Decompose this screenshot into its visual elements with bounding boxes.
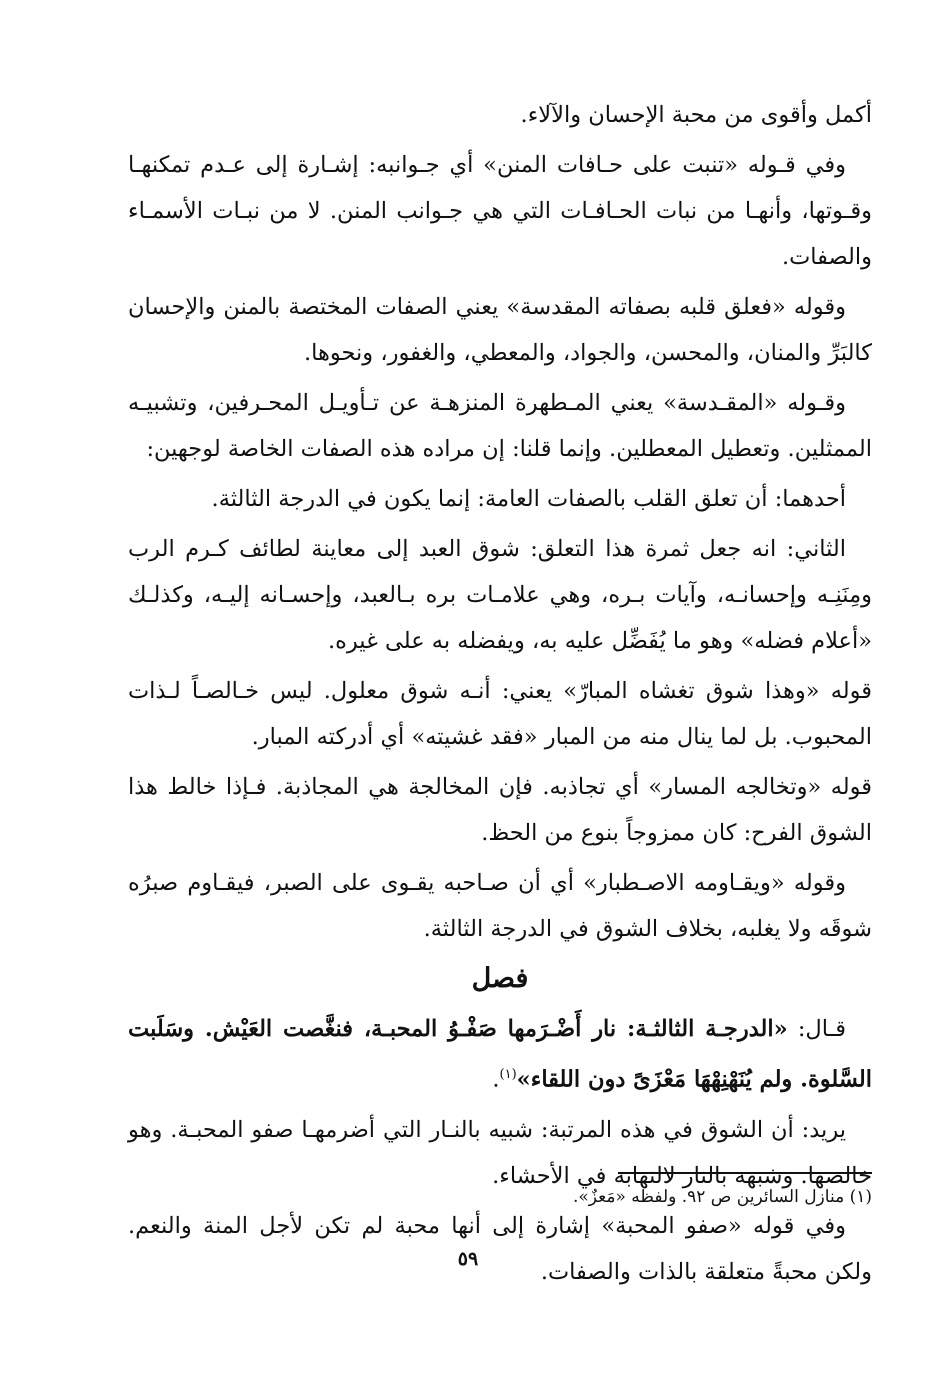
paragraph-2: وفي قـوله «تنبت على حـافات المنن» أي جـوانبه: إشـارة إلى عـدم تمكنهـا وقـوتها، وأنهـا من نبات الحـافـات التي هي جـوانب المنن. لا من نبـات الأسمـاء والصفات.	[128, 152, 872, 270]
paragraph-11: وفي قوله «صفو المحبة» إشارة إلى أنها محبة لم تكن لأجل المنة والنعم. ولكن محبةً متعلقة بالذات والصفات.	[128, 1212, 872, 1285]
paragraph-10: يريد: أن الشوق في هذه المرتبة: شبيه بالنـار التي أضرمهـا صفو المحبـة. وهو خالصها. وشبهه بالنار لالتهابه في الأحشاء.	[128, 1116, 872, 1189]
footnote-divider	[618, 1172, 872, 1174]
paragraph-7: قوله «وهذا شوق تغشاه المبارّ» يعني: أنـه شوق معلول. ليس خـالصـاً لـذات المحبوب. بل لما ينال منه من المبار «فقد غشيته» أي أدركته المبار.	[128, 678, 872, 750]
paragraph-4: وقـوله «المقـدسة» يعني المـطهرة المنزهـة عن تـأويـل المحـرفين، وتشبيـه الممثلين. وتعطيل المعطلين. وإنما قلنا: إن مراده هذه الصفات الخاصة لوجهين:	[128, 390, 872, 462]
quote-lead: قـال:	[787, 1016, 846, 1042]
paragraph-9: وقوله «ويقـاومه الاصـطبار» أي أن صـاحبه يقـوى على الصبر، فيقـاوم صبرُه شوقَه ولا يغلبه، بخلاف الشوق في الدرجة الثالثة.	[128, 870, 872, 942]
paragraph-5: أحدهما: أن تعلق القلب بالصفات العامة: إنما يكون في الدرجة الثالثة.	[211, 486, 846, 512]
quote-paragraph	[128, 1006, 872, 1103]
main-text	[128, 92, 872, 1299]
footnote-ref: (١)	[499, 1067, 517, 1082]
page-number: ٥٩	[457, 1248, 479, 1270]
paragraph-1: أكمل وأقوى من محبة الإحسان والآلاء.	[520, 102, 872, 128]
paragraph-3: وقوله «فعلق قلبه بصفاته المقدسة» يعني الصفات المختصة بالمنن والإحسان كالبَرِّ والمنان، والمحسن، والجواد، والمعطي، والغفور، ونحوها.	[128, 294, 872, 366]
section-heading: فصل	[471, 963, 529, 994]
quote-text: «الدرجـة الثالثـة: نار أَضْـرَمها صَفْـوُ المحبـة، فنغَّصت العَيْش. وسَلَبت السَّلوة. ولم يُنَهْنِهْهَا مَعْزَىً دون اللقاء»	[128, 1016, 872, 1093]
footnote: (١) منازل السائرين ص ٩٢. ولفظه «مَعزٌ».	[572, 1187, 872, 1207]
paragraph-8: قوله «وتخالجه المسار» أي تجاذبه. فإن المخالجة هي المجاذبة. فـإذا خالط هذا الشوق الفرح: كان ممزوجاً بنوع من الحظ.	[128, 774, 872, 846]
paragraph-6: الثاني: انه جعل ثمرة هذا التعلق: شوق العبد إلى معاينة لطائف كـرم الرب ومِنَنِـه وإحسانـه، وآيات بـره، وهي علامـات بره بـالعبد، وإحسـانه إليـه، وكذلـك «أعلام فضله» وهو ما يُفَضِّل عليه به، ويفضله به على غيره.	[128, 536, 872, 654]
quote-end: .	[492, 1066, 500, 1093]
